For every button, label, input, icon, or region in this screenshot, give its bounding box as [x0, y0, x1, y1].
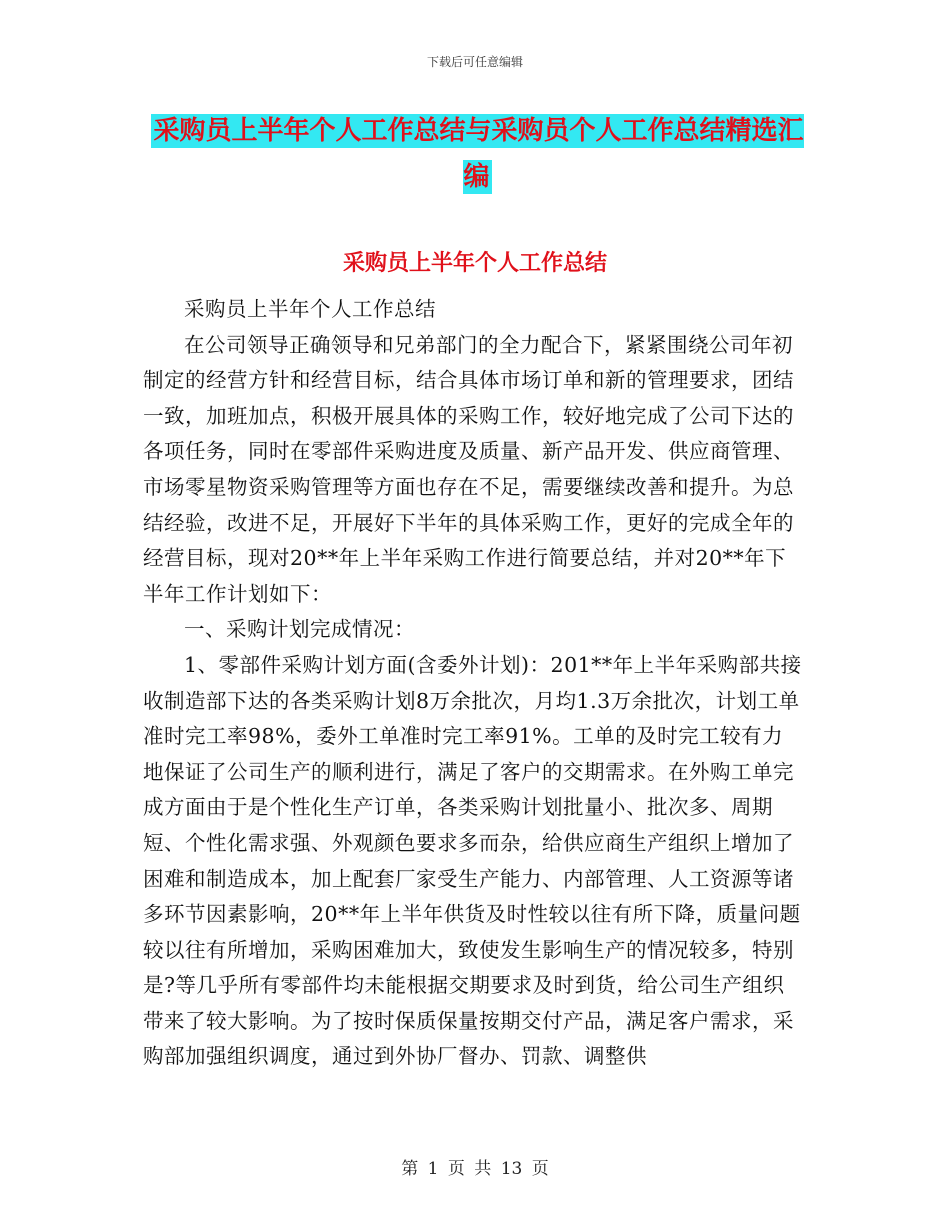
document-body — [143, 292, 803, 1075]
section-title: 采购员上半年个人工作总结 — [342, 251, 607, 276]
document-title — [145, 108, 810, 200]
page-header-note: 下载后可任意编辑 — [426, 55, 523, 69]
paragraph: 1、零部件采购计划方面(含委外计划)：201**年上半年采购部共接收制造部下达的各类采购计划8万余批次，月均1.3万余批次，计划工单准时完工率98%，委外工单准时完工率91%。工单的及时完工较有力地保证了公司生产的顺利进行，满足了客户的交期需求。在外购工单完成方面由于是个性化生产订单，各类采购计划批量小、批次多、周期短、个性化需求强、外观颜色要求多而杂，给供应商生产组织上增加了困难和制造成本，加上配套厂家受生产能力、内部管理、人工资源等诸多环节因素影响，20**年上半年供货及时性较以往有所下降，质量问题较以往有所增加，采购困难加大，致使发生影响生产的情况较多，特别是?等几乎所有零部件均未能根据交期要求及时到货，给公司生产组织带来了较大影响。为了按时保质保量按期交付产品，满足客户需求，采购部加强组织调度，通过到外协厂督办、罚款、调整供 — [143, 652, 802, 1069]
paragraph: 在公司领导正确领导和兄弟部门的全力配合下，紧紧围绕公司年初制定的经营方针和经营目标，结合具体市场订单和新的管理要求，团结一致，加班加点，积极开展具体的采购工作，较好地完成了公司下达的各项任务，同时在零部件采购进度及质量、新产品开发、供应商管理、市场零星物资采购管理等方面也存在不足，需要继续改善和提升。为总结经验，改进不足，开展好下半年的具体采购工作，更好的完成全年的经营目标，现对20**年上半年采购工作进行简要总结，并对20**年下半年工作计划如下： — [143, 332, 794, 606]
page-number-footer: 第 1 页 共 13 页 — [401, 1159, 549, 1179]
paragraph: 一、采购计划完成情况： — [184, 617, 415, 642]
document-title-text: 采购员上半年个人工作总结与采购员个人工作总结精选汇编 — [153, 116, 804, 192]
paragraph: 采购员上半年个人工作总结 — [184, 297, 436, 321]
